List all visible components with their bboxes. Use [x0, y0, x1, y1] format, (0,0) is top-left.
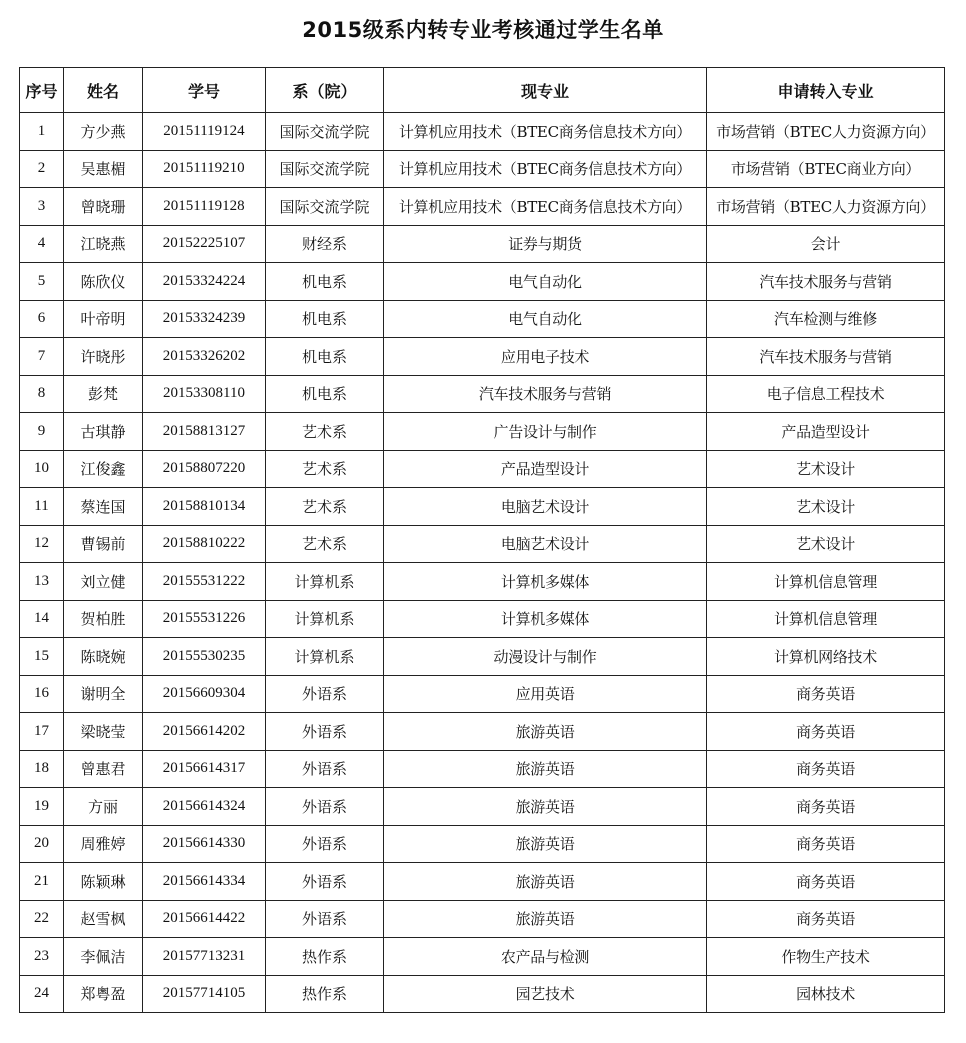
- cell-target-major: 作物生产技术: [707, 938, 945, 976]
- cell-target-major: 商务英语: [707, 750, 945, 788]
- table-row: [20, 825, 945, 863]
- cell-student-id: 20153324239: [143, 300, 266, 338]
- cell-department: 外语系: [266, 713, 384, 751]
- table-row: [20, 788, 945, 826]
- table-row: [20, 600, 945, 638]
- cell-index: 16: [20, 675, 64, 713]
- cell-student-id: 20156609304: [143, 675, 266, 713]
- cell-current-major: 电气自动化: [384, 300, 707, 338]
- table-row: [20, 638, 945, 676]
- cell-student-id: 20155531222: [143, 563, 266, 601]
- cell-index: 2: [20, 150, 64, 188]
- cell-name: 陈欣仪: [64, 263, 143, 301]
- cell-name: 蔡连国: [64, 488, 143, 526]
- cell-name: 郑粤盈: [64, 975, 143, 1013]
- cell-current-major: 电脑艺术设计: [384, 525, 707, 563]
- cell-index: 6: [20, 300, 64, 338]
- cell-target-major: 商务英语: [707, 675, 945, 713]
- cell-target-major: 艺术设计: [707, 488, 945, 526]
- cell-name: 李佩洁: [64, 938, 143, 976]
- table-body: [20, 113, 945, 1013]
- table-row: [20, 450, 945, 488]
- cell-index: 24: [20, 975, 64, 1013]
- cell-target-major: 商务英语: [707, 788, 945, 826]
- cell-department: 艺术系: [266, 488, 384, 526]
- cell-target-major: 计算机网络技术: [707, 638, 945, 676]
- cell-current-major: 旅游英语: [384, 750, 707, 788]
- cell-target-major: 电子信息工程技术: [707, 375, 945, 413]
- cell-name: 江晓燕: [64, 225, 143, 263]
- cell-name: 吴惠楣: [64, 150, 143, 188]
- cell-department: 机电系: [266, 300, 384, 338]
- table-row: [20, 225, 945, 263]
- table-row: [20, 863, 945, 901]
- cell-department: 外语系: [266, 825, 384, 863]
- table-row: [20, 150, 945, 188]
- cell-student-id: 20153324224: [143, 263, 266, 301]
- cell-index: 1: [20, 113, 64, 151]
- cell-index: 11: [20, 488, 64, 526]
- cell-target-major: 艺术设计: [707, 525, 945, 563]
- cell-index: 17: [20, 713, 64, 751]
- cell-name: 陈晓婉: [64, 638, 143, 676]
- cell-index: 9: [20, 413, 64, 451]
- cell-department: 国际交流学院: [266, 150, 384, 188]
- cell-department: 外语系: [266, 750, 384, 788]
- cell-department: 热作系: [266, 938, 384, 976]
- cell-target-major: 计算机信息管理: [707, 600, 945, 638]
- cell-student-id: 20151119210: [143, 150, 266, 188]
- cell-student-id: 20158807220: [143, 450, 266, 488]
- cell-current-major: 汽车技术服务与营销: [384, 375, 707, 413]
- cell-current-major: 计算机应用技术（BTEC商务信息技术方向）: [384, 113, 707, 151]
- table-row: [20, 375, 945, 413]
- table-row: [20, 263, 945, 301]
- cell-target-major: 市场营销（BTEC人力资源方向）: [707, 113, 945, 151]
- cell-name: 谢明全: [64, 675, 143, 713]
- cell-student-id: 20156614422: [143, 900, 266, 938]
- cell-target-major: 园林技术: [707, 975, 945, 1013]
- cell-name: 贺柏胜: [64, 600, 143, 638]
- cell-department: 机电系: [266, 338, 384, 376]
- cell-department: 艺术系: [266, 450, 384, 488]
- cell-name: 赵雪枫: [64, 900, 143, 938]
- cell-index: 7: [20, 338, 64, 376]
- cell-department: 机电系: [266, 263, 384, 301]
- cell-index: 10: [20, 450, 64, 488]
- cell-index: 18: [20, 750, 64, 788]
- cell-student-id: 20156614202: [143, 713, 266, 751]
- cell-current-major: 计算机应用技术（BTEC商务信息技术方向）: [384, 150, 707, 188]
- cell-student-id: 20158810134: [143, 488, 266, 526]
- table-row: [20, 938, 945, 976]
- table-row: [20, 188, 945, 226]
- cell-name: 方少燕: [64, 113, 143, 151]
- cell-name: 方丽: [64, 788, 143, 826]
- table-row: [20, 525, 945, 563]
- cell-name: 刘立健: [64, 563, 143, 601]
- cell-student-id: 20158810222: [143, 525, 266, 563]
- cell-index: 22: [20, 900, 64, 938]
- cell-name: 许晓彤: [64, 338, 143, 376]
- cell-current-major: 电脑艺术设计: [384, 488, 707, 526]
- cell-target-major: 会计: [707, 225, 945, 263]
- table-row: [20, 113, 945, 151]
- cell-target-major: 艺术设计: [707, 450, 945, 488]
- cell-student-id: 20152225107: [143, 225, 266, 263]
- cell-department: 艺术系: [266, 525, 384, 563]
- table-row: [20, 488, 945, 526]
- cell-current-major: 农产品与检测: [384, 938, 707, 976]
- cell-current-major: 园艺技术: [384, 975, 707, 1013]
- cell-target-major: 计算机信息管理: [707, 563, 945, 601]
- cell-current-major: 旅游英语: [384, 713, 707, 751]
- cell-student-id: 20156614334: [143, 863, 266, 901]
- cell-department: 外语系: [266, 863, 384, 901]
- cell-index: 12: [20, 525, 64, 563]
- table-row: [20, 713, 945, 751]
- table-row: [20, 563, 945, 601]
- cell-index: 21: [20, 863, 64, 901]
- cell-department: 外语系: [266, 788, 384, 826]
- cell-student-id: 20155531226: [143, 600, 266, 638]
- cell-index: 4: [20, 225, 64, 263]
- cell-name: 周雅婷: [64, 825, 143, 863]
- col-header-target-major: 申请转入专业: [707, 68, 945, 113]
- table-row: [20, 675, 945, 713]
- cell-department: 国际交流学院: [266, 188, 384, 226]
- cell-student-id: 20157714105: [143, 975, 266, 1013]
- cell-name: 叶帝明: [64, 300, 143, 338]
- cell-target-major: 市场营销（BTEC商业方向）: [707, 150, 945, 188]
- cell-current-major: 计算机多媒体: [384, 563, 707, 601]
- cell-department: 机电系: [266, 375, 384, 413]
- cell-current-major: 旅游英语: [384, 863, 707, 901]
- cell-student-id: 20156614330: [143, 825, 266, 863]
- cell-current-major: 计算机应用技术（BTEC商务信息技术方向）: [384, 188, 707, 226]
- cell-student-id: 20151119124: [143, 113, 266, 151]
- table-row: [20, 750, 945, 788]
- cell-index: 20: [20, 825, 64, 863]
- cell-department: 外语系: [266, 900, 384, 938]
- cell-student-id: 20151119128: [143, 188, 266, 226]
- cell-student-id: 20157713231: [143, 938, 266, 976]
- cell-index: 15: [20, 638, 64, 676]
- cell-name: 曹锡前: [64, 525, 143, 563]
- header-row: [20, 68, 945, 113]
- col-header-department: 系（院）: [266, 68, 384, 113]
- cell-index: 3: [20, 188, 64, 226]
- table-row: [20, 900, 945, 938]
- cell-current-major: 旅游英语: [384, 788, 707, 826]
- cell-current-major: 应用电子技术: [384, 338, 707, 376]
- cell-department: 艺术系: [266, 413, 384, 451]
- cell-department: 计算机系: [266, 563, 384, 601]
- cell-name: 江俊鑫: [64, 450, 143, 488]
- cell-name: 古琪静: [64, 413, 143, 451]
- cell-target-major: 汽车检测与维修: [707, 300, 945, 338]
- cell-department: 计算机系: [266, 600, 384, 638]
- cell-student-id: 20156614324: [143, 788, 266, 826]
- cell-current-major: 广告设计与制作: [384, 413, 707, 451]
- col-header-current-major: 现专业: [384, 68, 707, 113]
- cell-index: 23: [20, 938, 64, 976]
- cell-department: 外语系: [266, 675, 384, 713]
- cell-student-id: 20155530235: [143, 638, 266, 676]
- cell-index: 19: [20, 788, 64, 826]
- student-table: [19, 67, 945, 1013]
- cell-department: 国际交流学院: [266, 113, 384, 151]
- cell-target-major: 市场营销（BTEC人力资源方向）: [707, 188, 945, 226]
- cell-department: 热作系: [266, 975, 384, 1013]
- table-row: [20, 338, 945, 376]
- table-row: [20, 300, 945, 338]
- cell-index: 13: [20, 563, 64, 601]
- cell-name: 彭梵: [64, 375, 143, 413]
- cell-target-major: 商务英语: [707, 713, 945, 751]
- cell-index: 8: [20, 375, 64, 413]
- cell-target-major: 商务英语: [707, 863, 945, 901]
- cell-current-major: 动漫设计与制作: [384, 638, 707, 676]
- cell-student-id: 20158813127: [143, 413, 266, 451]
- cell-student-id: 20156614317: [143, 750, 266, 788]
- cell-target-major: 汽车技术服务与营销: [707, 338, 945, 376]
- cell-index: 5: [20, 263, 64, 301]
- col-header-student-id: 学号: [143, 68, 266, 113]
- table-row: [20, 975, 945, 1013]
- cell-current-major: 证券与期货: [384, 225, 707, 263]
- cell-index: 14: [20, 600, 64, 638]
- cell-student-id: 20153308110: [143, 375, 266, 413]
- col-header-index: 序号: [20, 68, 64, 113]
- cell-target-major: 商务英语: [707, 825, 945, 863]
- cell-target-major: 汽车技术服务与营销: [707, 263, 945, 301]
- cell-target-major: 商务英语: [707, 900, 945, 938]
- cell-student-id: 20153326202: [143, 338, 266, 376]
- cell-current-major: 计算机多媒体: [384, 600, 707, 638]
- cell-current-major: 旅游英语: [384, 825, 707, 863]
- cell-name: 曾惠君: [64, 750, 143, 788]
- table-row: [20, 413, 945, 451]
- cell-current-major: 电气自动化: [384, 263, 707, 301]
- cell-target-major: 产品造型设计: [707, 413, 945, 451]
- cell-current-major: 应用英语: [384, 675, 707, 713]
- cell-department: 计算机系: [266, 638, 384, 676]
- page-title: 2015级系内转专业考核通过学生名单: [302, 18, 664, 42]
- cell-current-major: 产品造型设计: [384, 450, 707, 488]
- cell-name: 陈颖琳: [64, 863, 143, 901]
- cell-name: 梁晓莹: [64, 713, 143, 751]
- col-header-name: 姓名: [64, 68, 143, 113]
- cell-current-major: 旅游英语: [384, 900, 707, 938]
- cell-name: 曾晓珊: [64, 188, 143, 226]
- cell-department: 财经系: [266, 225, 384, 263]
